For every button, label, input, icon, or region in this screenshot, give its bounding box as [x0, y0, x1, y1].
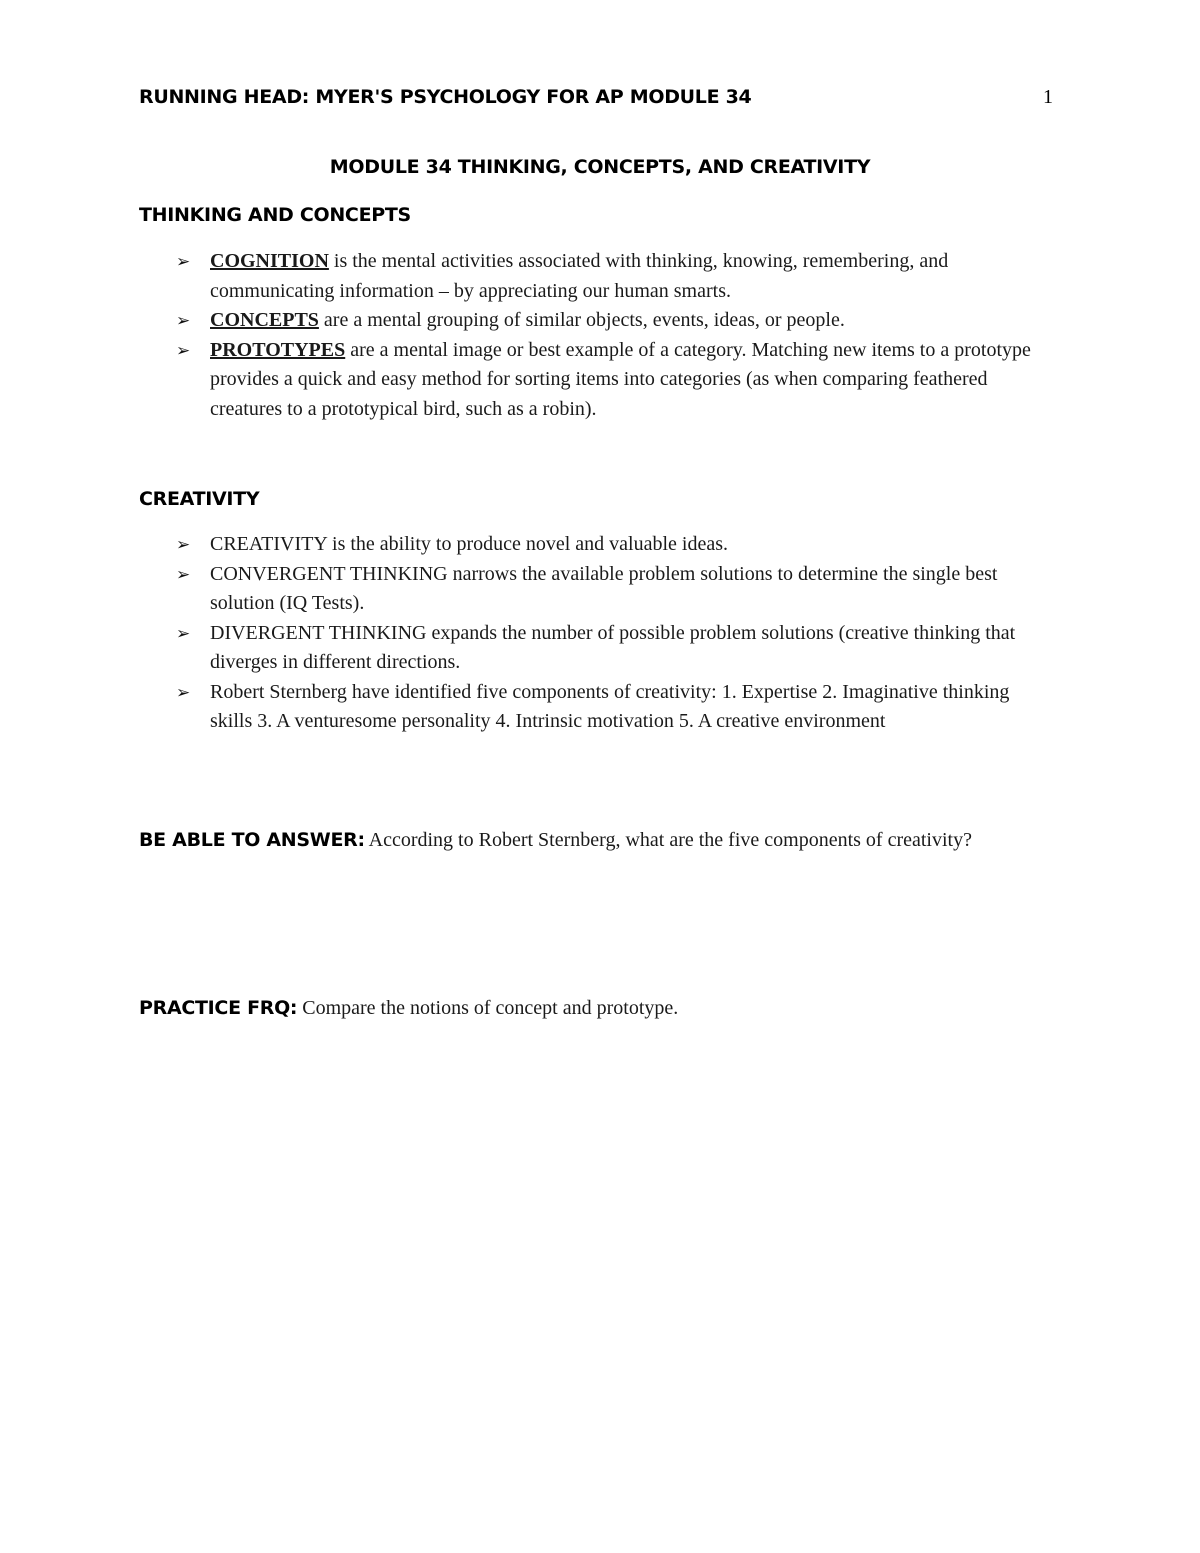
list-item — [176, 336, 1056, 425]
list-item — [176, 619, 1056, 678]
definition-text: are a mental grouping of similar objects, events, ideas, or people. — [318, 309, 845, 331]
module-title: MODULE 34 THINKING, CONCEPTS, AND CREATIVITY — [329, 156, 871, 178]
arrow-bullet-icon: ➢ — [176, 340, 191, 360]
thinking-concepts-list — [176, 247, 1056, 424]
arrow-bullet-icon: ➢ — [176, 311, 191, 330]
creativity-definition: CREATIVITY is the ability to produce novel and valuable ideas. — [210, 533, 729, 555]
creativity-list — [176, 530, 1056, 737]
list-item — [176, 247, 1056, 306]
arrow-bullet-icon: ➢ — [176, 564, 191, 584]
page-number: 1 — [1043, 86, 1053, 108]
arrow-bullet-icon: ➢ — [176, 682, 191, 702]
list-item — [176, 530, 1056, 560]
list-item — [176, 678, 1056, 737]
definition-text: is the mental activities associated with thinking, knowing, remembering, and communicating information – by appreciating our human smarts. — [210, 250, 949, 302]
be-able-to-answer-text: According to Robert Sternberg, what are the five components of creativity? — [364, 829, 972, 851]
arrow-bullet-icon: ➢ — [176, 252, 191, 271]
list-item — [176, 560, 1056, 619]
arrow-bullet-icon: ➢ — [176, 535, 191, 554]
convergent-thinking-definition: CONVERGENT THINKING narrows the available problem solutions to determine the single best solution (IQ Tests). — [210, 562, 998, 614]
term-concepts: CONCEPTS — [210, 309, 319, 331]
be-able-to-answer-label: BE ABLE TO ANSWER: — [139, 829, 365, 851]
sternberg-components-text: Robert Sternberg have identified five components of creativity: 1. Expertise 2. Imaginative thinking skills 3. A venturesome personality 4. Intrinsic motivation 5. A creative environment — [210, 680, 1010, 732]
section-heading-creativity: CREATIVITY — [139, 488, 260, 510]
running-head: RUNNING HEAD: MYER'S PSYCHOLOGY FOR AP MODULE 34 — [139, 86, 752, 108]
be-able-to-answer — [139, 826, 1019, 856]
divergent-thinking-definition: DIVERGENT THINKING expands the number of possible problem solutions (creative thinking that diverges in different directions. — [210, 621, 1016, 673]
definition-text: are a mental image or best example of a category. Matching new items to a prototype provides a quick and easy method for sorting items into categories (as when comparing feathered creatures to a prototypical bird, such as a robin). — [210, 338, 1031, 420]
practice-frq-text: Compare the notions of concept and prototype. — [297, 997, 679, 1019]
practice-frq-label: PRACTICE FRQ: — [139, 997, 298, 1019]
practice-frq — [139, 994, 1019, 1024]
arrow-bullet-icon: ➢ — [176, 623, 191, 643]
term-cognition: COGNITION — [210, 250, 329, 272]
list-item — [176, 306, 1056, 336]
term-prototypes: PROTOTYPES — [210, 338, 346, 361]
section-heading-thinking-concepts: THINKING AND CONCEPTS — [139, 204, 411, 226]
